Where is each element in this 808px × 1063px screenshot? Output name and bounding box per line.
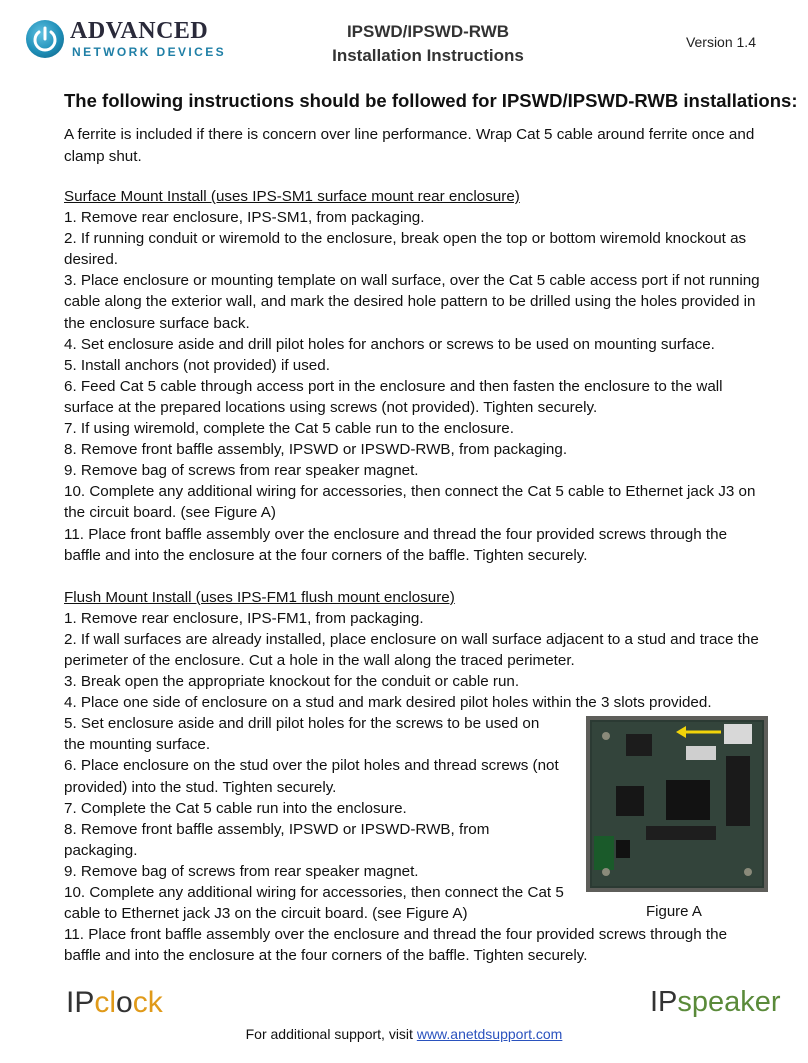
surface-step: 11. Place front baffle assembly over the enclosure and thread the four provided screws through the baffle and into the enclosure at the four corners of the baffle. Tighten securely. [64,525,728,564]
surface-step: 5. Install anchors (not provided) if used. [64,356,330,374]
ipclock-logo-cl: cl [94,986,117,1019]
support-text: For additional support, visit [245,1026,417,1042]
logo-wordmark: ADVANCED [70,18,209,44]
flush-mount-title: Flush Mount Install (uses IPS-FM1 flush mount enclosure) [64,588,455,606]
flush-step: 10. Complete any additional wiring for accessories, then connect the Cat 5 cable to Ethernet jack J3 on the circuit board. (see Figure A) [64,884,564,923]
flush-step: 2. If wall surfaces are already installed, place enclosure on wall surface adjacent to a stud and trace the perimeter of the enclosure. Cut a hole in the wall along the traced perimeter. [64,630,759,669]
version-label: Version 1.4 [685,34,756,50]
surface-step: 3. Place enclosure or mounting template on wall surface, over the Cat 5 cable access port if not running cable along the exterior wall, and mark the desired hole pattern to be drilled using the holes provided in the enclosure surface back. [64,272,760,332]
surface-mount-section [64,186,764,566]
surface-step: 8. Remove front baffle assembly, IPSWD or IPSWD-RWB, from packaging. [64,441,568,459]
page-header [0,0,808,80]
flush-step: 7. Complete the Cat 5 cable run into the enclosure. [64,799,407,817]
circuit-board-image [586,716,768,892]
ipclock-logo-o: o [116,986,133,1019]
flush-step: 5. Set enclosure aside and drill pilot holes for the screws to be used on the mounting surface. [64,715,540,754]
ipclock-logo-ck: ck [132,986,163,1019]
flush-step: 1. Remove rear enclosure, IPS-FM1, from packaging. [64,609,424,627]
surface-step: 6. Feed Cat 5 cable through access port in the enclosure and then fasten the enclosure to the wall surface at the prepared locations using screws (not provided). Tighten securely. [64,377,723,416]
surface-step: 4. Set enclosure aside and drill pilot holes for anchors or screws to be used on mounting surface. [64,335,715,353]
ipspeaker-logo-ip: IP [650,986,678,1018]
surface-step: 2. If running conduit or wiremold to the enclosure, break open the top or bottom wiremold knockout as desired. [64,230,747,269]
flush-step: 4. Place one side of enclosure on a stud and mark desired pilot holes within the 3 slots provided. [64,694,712,712]
surface-step: 7. If using wiremold, complete the Cat 5 cable run to the enclosure. [64,420,514,438]
flush-step: 11. Place front baffle assembly over the enclosure and thread the four provided screws through the baffle and into the enclosure at the four corners of the baffle. Tighten securely. [64,926,728,965]
ipspeaker-logo [650,986,781,1019]
ipclock-logo [66,986,163,1020]
flush-step: 9. Remove bag of screws from rear speaker magnet. [64,862,419,880]
ipclock-logo-ip: IP [66,986,95,1019]
power-symbol-icon [26,20,64,58]
surface-mount-title: Surface Mount Install (uses IPS-SM1 surface mount rear enclosure) [64,188,520,205]
flush-step: 6. Place enclosure on the stud over the pilot holes and thread screws (not provided) into the stud. Tighten securely. [64,757,559,796]
surface-step: 10. Complete any additional wiring for accessories, then connect the Cat 5 cable to Ethernet jack J3 on the circuit board. (see Figure A) [64,483,756,522]
document-title-line2: Installation Instructions [332,46,524,65]
logo-subtitle: NETWORK DEVICES [72,45,227,59]
figure-caption: Figure A [646,903,702,920]
advanced-network-devices-logo [26,18,226,62]
surface-step: 1. Remove rear enclosure, IPS-SM1, from packaging. [64,209,425,227]
support-link[interactable]: www.anetdsupport.com [416,1026,563,1042]
document-title [300,20,556,68]
surface-step: 9. Remove bag of screws from rear speaker magnet. [64,462,419,480]
document-title-line1: IPSWD/IPSWD-RWB [346,22,510,41]
intro-paragraph: A ferrite is included if there is concern over line performance. Wrap Cat 5 cable around ferrite once and clamp shut. [64,126,755,165]
main-heading: The following instructions should be followed for IPSWD/IPSWD-RWB installations: [64,90,798,111]
circuit-board-photo [586,716,768,892]
support-footer [0,1026,808,1042]
flush-step: 3. Break open the appropriate knockout for the conduit or cable run. [64,673,520,691]
flush-step: 8. Remove front baffle assembly, IPSWD or IPSWD-RWB, from packaging. [64,820,490,859]
ipspeaker-logo-speaker: speaker [677,986,781,1018]
